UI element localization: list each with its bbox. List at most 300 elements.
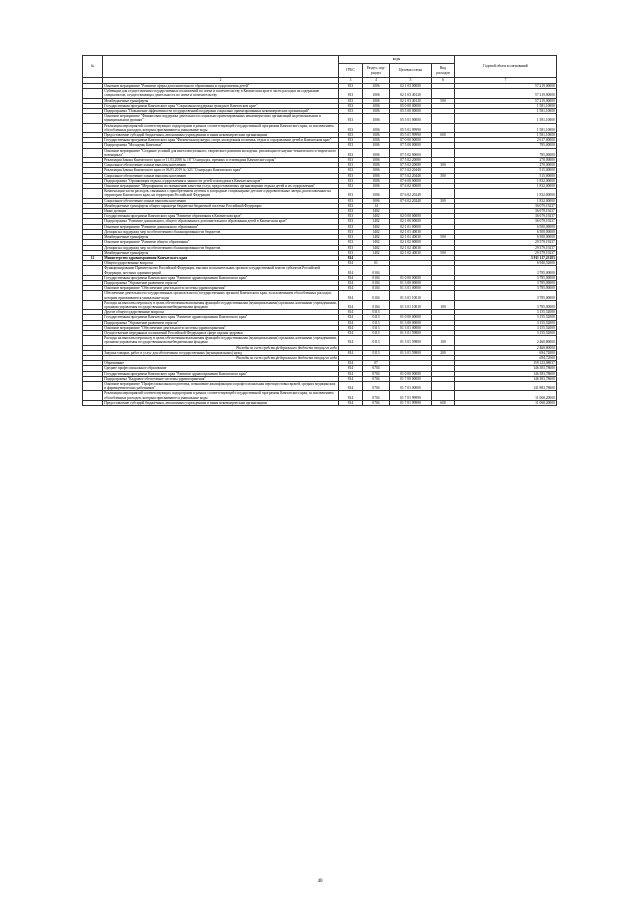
cell-target: 01 3 00 00000 bbox=[390, 280, 432, 285]
cell-section: 1402 bbox=[363, 250, 390, 255]
cell-target: 05 5 01 99990 bbox=[390, 133, 432, 138]
cell-name: Основное мероприятие "Обеспечение деятельности системы здравоохранения" bbox=[103, 325, 339, 330]
cell-grbs: 814 bbox=[339, 291, 363, 300]
header-target: Целевая статья bbox=[390, 64, 432, 78]
cell-name: Межбюджетные трансферты bbox=[103, 250, 339, 255]
cell-num bbox=[83, 266, 103, 275]
cell-amount: 1 581,10000 bbox=[455, 109, 557, 114]
cell-target: 01 0 00 00000 bbox=[390, 275, 432, 280]
cell-section: 1006 bbox=[363, 103, 390, 108]
cell-section: 1402 bbox=[363, 235, 390, 240]
cell-amount: 785,00000 bbox=[455, 143, 557, 148]
cell-grbs: 813 bbox=[339, 133, 363, 138]
cell-target: 01 3 01 10010 bbox=[390, 300, 432, 309]
cell-name: Расходы на выплаты персоналу в целях обеспечения выполнения функций государственными (муниципальными) органами, казенными учреждениями, органами управления государственными внебюджетными фондами bbox=[104, 336, 337, 345]
cell-grbs: 814 bbox=[339, 320, 363, 325]
cell-name: Субвенции для осуществления государственных полномочий по опеке и попечительству в Камчатском крае в части расходов на содержание специалистов, осуществляющих деятельность по опеке и попечительству bbox=[103, 89, 339, 98]
cell-section: 07 bbox=[363, 361, 390, 366]
cell-target: 01 7 00 00000 bbox=[390, 376, 432, 381]
cell-num bbox=[83, 391, 103, 400]
cell-name: Другие общегосударственные вопросы bbox=[103, 310, 339, 315]
budget-table bbox=[82, 55, 557, 406]
cell-target: 07 6 02 00000 bbox=[390, 184, 432, 189]
cell-name: Подпрограмма "Развитие дошкольного, общего образования и дополнительного образования детей в Камчатском крае" bbox=[103, 219, 339, 224]
cell-name: Министерство здравоохранения Камчатского края bbox=[103, 255, 339, 260]
cell-amount: 3 785,00000 bbox=[455, 275, 557, 280]
cell-amount: 3 785,00000 bbox=[455, 286, 557, 291]
cell-num bbox=[83, 300, 103, 309]
cell-grbs: 814 bbox=[339, 255, 363, 260]
cell-exptype: 500 bbox=[432, 98, 455, 103]
cell-target: 07 5 02 20440 bbox=[390, 173, 432, 178]
cell-amount: 515,00000 bbox=[455, 168, 557, 173]
cell-name: Подпрограмма "Молодежь Камчатки" bbox=[103, 143, 339, 148]
cell-name: Подпрограмма "Управление развитием отрасли" bbox=[103, 320, 339, 325]
cell-exptype bbox=[432, 114, 455, 123]
cell-amount: 1 581,10000 bbox=[455, 133, 557, 138]
header-num: № bbox=[83, 56, 103, 78]
cell-target: 01 0 00 00000 bbox=[390, 315, 432, 320]
cell-section: 0704 bbox=[363, 391, 390, 400]
cell-section: 0704 bbox=[363, 366, 390, 371]
cell-num bbox=[83, 291, 103, 300]
cell-num bbox=[83, 381, 103, 390]
cell-section: 1006 bbox=[363, 184, 390, 189]
cell-section: 0113 bbox=[363, 315, 390, 320]
col-num-2: 2 bbox=[103, 78, 339, 84]
cell-grbs: 813 bbox=[339, 114, 363, 123]
cell-grbs: 813 bbox=[339, 109, 363, 114]
cell-section: 0113 bbox=[363, 325, 390, 330]
cell-section: 1006 bbox=[363, 98, 390, 103]
cell-target: 02 1 01 00000 bbox=[390, 224, 432, 229]
cell-amount: 3 155,52000 bbox=[455, 310, 557, 315]
cell-section: 1006 bbox=[363, 148, 390, 157]
cell-section: 1006 bbox=[363, 178, 390, 183]
cell-section: 1402 bbox=[363, 240, 390, 245]
cell-grbs: 813 bbox=[339, 229, 363, 234]
cell-amount: 141 883,78600 bbox=[455, 381, 557, 390]
cell-section: 0704 bbox=[363, 371, 390, 376]
cell-target: 02 1 02 40030 bbox=[390, 245, 432, 250]
cell-amount: 1 832,00000 bbox=[455, 198, 557, 203]
cell-grbs: 814 bbox=[339, 361, 363, 366]
cell-section: 1006 bbox=[363, 163, 390, 168]
cell-name: Основное мероприятие "Развитие сферы дополнительного образования и оздоровления детей" bbox=[103, 84, 339, 89]
cell-exptype bbox=[432, 123, 455, 132]
cell-amount: 270,00000 bbox=[455, 163, 557, 168]
cell-amount: 11 068,20000 bbox=[455, 391, 557, 400]
cell-target: 05 5 01 00000 bbox=[390, 114, 432, 123]
cell-num bbox=[83, 400, 103, 405]
cell-section: 0104 bbox=[363, 286, 390, 291]
cell-grbs: 814 bbox=[339, 280, 363, 285]
cell-grbs: 813 bbox=[339, 250, 363, 255]
table-row bbox=[83, 336, 557, 345]
cell-amount: 694,72000 bbox=[455, 355, 557, 360]
cell-amount: 6 500,00000 bbox=[455, 224, 557, 229]
cell-name: Компенсация части расходов, связанных с приобретением путевок в загородные стационарные детские оздоровительные лагеря, расположенные на территории Камчатского края, на территории Российской Федерации bbox=[103, 189, 339, 198]
cell-name: Реализация Закона Камчатского края от 06.05.2019 № 323 "О наградах Камчатского края" bbox=[103, 168, 339, 173]
cell-grbs: 813 bbox=[339, 178, 363, 183]
table-row bbox=[83, 266, 557, 275]
cell-name: Подпрограмма "Организация отдыха, оздоровления и занятости детей и молодежи в Камчатском крае" bbox=[103, 178, 339, 183]
budget-table-body bbox=[83, 56, 557, 406]
cell-target: 02 1 00 00000 bbox=[390, 219, 432, 224]
cell-num bbox=[83, 336, 103, 345]
cell-num: 12 bbox=[83, 255, 103, 260]
cell-target: 01 0 00 00000 bbox=[390, 371, 432, 376]
cell-name: Государственная программа Камчатского края "Развитие здравоохранения Камчатского края" bbox=[103, 315, 339, 320]
cell-target: 01 3 00 00000 bbox=[390, 320, 432, 325]
cell-section: 1006 bbox=[363, 109, 390, 114]
cell-name: Государственная программа Камчатского края "Развитие здравоохранения Камчатского края" bbox=[103, 371, 339, 376]
cell-grbs: 813 bbox=[339, 184, 363, 189]
cell-grbs: 814 bbox=[339, 286, 363, 291]
cell-target: 05 0 00 00000 bbox=[390, 103, 432, 108]
cell-amount: 6 940,52000 bbox=[455, 261, 557, 266]
cell-exptype: 600 bbox=[432, 400, 455, 405]
cell-target: 01 7 01 00000 bbox=[390, 381, 432, 390]
cell-name: Реализация мероприятий соответствующих подпрограмм в рамках соответствующей государственной программы Камчатского края, за исключением обособленных расходов, которым присваиваются уникальные коды bbox=[103, 391, 339, 400]
cell-amount: 57 219,00000 bbox=[455, 89, 557, 98]
cell-grbs: 813 bbox=[339, 189, 363, 198]
cell-amount: 270,00000 bbox=[455, 158, 557, 163]
cell-num bbox=[83, 189, 103, 198]
cell-target: 07 6 02 20240 bbox=[390, 189, 432, 198]
cell-amount: 29 579,19237 bbox=[455, 240, 557, 245]
cell-amount: 36 079,19237 bbox=[455, 219, 557, 224]
cell-section: 0104 bbox=[363, 280, 390, 285]
table-row bbox=[83, 381, 557, 390]
cell-num bbox=[83, 114, 103, 123]
cell-section: 0113 bbox=[363, 336, 390, 345]
col-num-3: 3 bbox=[339, 78, 363, 84]
cell-section: 0113 bbox=[363, 350, 390, 355]
cell-section: 0104 bbox=[363, 266, 390, 275]
cell-amount: 6 500,00000 bbox=[455, 229, 557, 234]
cell-name: Дотации на поддержку мер по обеспечению сбалансированности бюджетов bbox=[103, 245, 339, 250]
cell-section: 01 bbox=[363, 261, 390, 266]
cell-target: 07 5 02 20080 bbox=[390, 158, 432, 163]
cell-amount: 3 155,52000 bbox=[455, 325, 557, 330]
cell-amount: 3 155,52000 bbox=[455, 315, 557, 320]
cell-grbs: 814 bbox=[339, 261, 363, 266]
cell-grbs: 813 bbox=[339, 84, 363, 89]
cell-name: Социальное обеспечение и иные выплаты населению bbox=[103, 173, 339, 178]
cell-target: 07 5 02 20080 bbox=[390, 163, 432, 168]
cell-name: Подпрограмма "Кадровое обеспечение системы здравоохранения" bbox=[103, 376, 339, 381]
cell-exptype: 200 bbox=[432, 350, 455, 355]
cell-target: 07 6 00 00000 bbox=[390, 178, 432, 183]
header-exptype: Вид расходов bbox=[432, 64, 455, 78]
cell-section: 1006 bbox=[363, 138, 390, 143]
cell-amount: 146 383,78600 bbox=[455, 376, 557, 381]
cell-num bbox=[83, 89, 103, 98]
cell-target: 02 1 02 40030 bbox=[390, 250, 432, 255]
cell-target: 07 5 00 00000 bbox=[390, 143, 432, 148]
cell-target: 07 0 00 00000 bbox=[390, 138, 432, 143]
table-row bbox=[83, 291, 557, 300]
cell-section: 1402 bbox=[363, 229, 390, 234]
cell-section: 0113 bbox=[363, 320, 390, 325]
cell-name: Основное мероприятие "Создание условий для интеллектуального, творческого развития молодежи, реализации ее научно-технического и творческого потенциала" bbox=[103, 148, 339, 157]
cell-exptype bbox=[432, 189, 455, 198]
cell-amount: 1 581,10000 bbox=[455, 123, 557, 132]
cell-name: Реализация Закона Камчатского края от 11.03.2008 № 18 "О наградах, премиях и стипендиях Камчатского края" bbox=[103, 158, 339, 163]
header-amount: Годовой объем ассигнований bbox=[455, 56, 557, 78]
cell-amount: 2 460,80000 bbox=[455, 336, 557, 345]
cell-amount: 1 581,10000 bbox=[455, 114, 557, 123]
cell-section: 1006 bbox=[363, 198, 390, 203]
cell-grbs: 813 bbox=[339, 158, 363, 163]
cell-target: 02 0 00 00000 bbox=[390, 214, 432, 219]
cell-amount: 3 155,52000 bbox=[455, 330, 557, 335]
cell-target: 02 1 03 40120 bbox=[390, 89, 432, 98]
cell-amount: 36 079,19237 bbox=[455, 209, 557, 214]
cell-name: Расходы за счет средств федерального бюджета текущего года bbox=[103, 345, 339, 350]
cell-section: 1006 bbox=[363, 114, 390, 123]
cell-target: 02 1 03 00000 bbox=[390, 84, 432, 89]
cell-exptype bbox=[432, 291, 455, 300]
header-section: Раздел, под-раздел bbox=[363, 64, 390, 78]
cell-grbs: 813 bbox=[339, 203, 363, 208]
cell-grbs: 814 bbox=[339, 330, 363, 335]
cell-amount: 11 068,20000 bbox=[455, 400, 557, 405]
cell-amount: 3 155,52000 bbox=[455, 320, 557, 325]
cell-name: Предоставление субсидий бюджетным, автономным учреждениям и иным некоммерческим организациям bbox=[103, 133, 339, 138]
cell-amount: 1 832,00000 bbox=[455, 189, 557, 198]
cell-amount: 2 460,80000 bbox=[455, 345, 557, 350]
cell-grbs: 813 bbox=[339, 245, 363, 250]
cell-grbs: 813 bbox=[339, 143, 363, 148]
cell-target: 07 5 02 00000 bbox=[390, 148, 432, 157]
cell-grbs: 813 bbox=[339, 173, 363, 178]
cell-exptype: 300 bbox=[432, 163, 455, 168]
col-num-4: 4 bbox=[363, 78, 390, 84]
cell-name: Основное мероприятие "Мероприятия по повышению качества услуг, предоставляемых организациями отдыха детей и их оздоровления" bbox=[103, 184, 339, 189]
cell-target: 01 7 01 99990 bbox=[390, 400, 432, 405]
cell-amount: 3 785,00000 bbox=[455, 280, 557, 285]
cell-name: Государственная программа Камчатского края "Физическая культура, спорт, молодежная политика, отдых и оздоровление детей в Камчатском крае" bbox=[103, 138, 339, 143]
cell-name: Межбюджетные трансферты bbox=[103, 98, 339, 103]
cell-grbs: 813 bbox=[339, 224, 363, 229]
cell-amount: 515,00000 bbox=[455, 173, 557, 178]
cell-section: 0113 bbox=[363, 330, 390, 335]
cell-amount: 6 500,00000 bbox=[455, 235, 557, 240]
cell-exptype: 500 bbox=[432, 250, 455, 255]
cell-name: Закупка товаров, работ и услуг для обеспечения государственных (муниципальных) нужд bbox=[103, 350, 339, 355]
cell-section: 1402 bbox=[363, 209, 390, 214]
cell-name: Государственная программа Камчатского края "Социальная поддержка граждан в Камчатском крае" bbox=[103, 103, 339, 108]
cell-exptype bbox=[432, 381, 455, 390]
cell-amount: 694,72000 bbox=[455, 350, 557, 355]
cell-grbs: 814 bbox=[339, 350, 363, 355]
cell-target: 01 3 01 59800 bbox=[390, 350, 432, 355]
cell-target: 01 3 01 10010 bbox=[390, 291, 432, 300]
cell-name: Предоставление субсидий бюджетным, автономным учреждениям и иным некоммерческим организациям bbox=[103, 400, 339, 405]
table-row bbox=[83, 189, 557, 198]
table-row bbox=[83, 114, 557, 123]
cell-target: 01 3 01 59800 bbox=[390, 330, 432, 335]
cell-section: 1006 bbox=[363, 173, 390, 178]
cell-section: 0104 bbox=[363, 291, 390, 300]
cell-grbs: 814 bbox=[339, 300, 363, 309]
cell-amount: 1 832,00000 bbox=[455, 184, 557, 189]
table-row bbox=[83, 400, 557, 405]
cell-target bbox=[390, 266, 432, 275]
cell-target: 05 5 00 00000 bbox=[390, 109, 432, 114]
cell-section: 1402 bbox=[363, 224, 390, 229]
cell-name: Социальное обеспечение и иные выплаты населению bbox=[103, 198, 339, 203]
cell-name: Подпрограмма "Повышение эффективности государственной поддержки социально ориентированных некоммерческих организаций" bbox=[103, 109, 339, 114]
header-codes: коды bbox=[339, 56, 455, 64]
cell-grbs: 813 bbox=[339, 148, 363, 157]
cell-target: 05 5 01 99990 bbox=[390, 123, 432, 132]
cell-name: Основное мероприятие "Финансовая поддержка деятельности социально ориентированных некоммерческих организаций на региональном и муниципальном уровнях" bbox=[103, 114, 339, 123]
cell-name: Иные дотации bbox=[103, 209, 339, 214]
cell-section: 14 bbox=[363, 203, 390, 208]
cell-grbs: 814 bbox=[339, 315, 363, 320]
cell-name: Образование bbox=[103, 361, 339, 366]
cell-grbs: 813 bbox=[339, 198, 363, 203]
header-name bbox=[103, 56, 339, 78]
cell-target: 02 1 01 40030 bbox=[390, 229, 432, 234]
cell-grbs: 813 bbox=[339, 219, 363, 224]
cell-amount: 146 383,78600 bbox=[455, 371, 557, 376]
cell-name: Основное мероприятие "Профессиональная подготовка, повышение квалификации и профессиональная переподготовка врачей, средних медицинских и фармацевтических работников" bbox=[103, 381, 339, 390]
cell-grbs: 813 bbox=[339, 163, 363, 168]
cell-exptype: 300 bbox=[432, 173, 455, 178]
cell-name: Межбюджетные трансферты bbox=[103, 235, 339, 240]
cell-num bbox=[83, 123, 103, 132]
cell-grbs: 813 bbox=[339, 235, 363, 240]
cell-name: Государственная программа Камчатского края "Развитие здравоохранения Камчатского края" bbox=[103, 275, 339, 280]
cell-exptype bbox=[432, 148, 455, 157]
cell-grbs: 813 bbox=[339, 98, 363, 103]
cell-target: 02 1 01 40030 bbox=[390, 235, 432, 240]
cell-exptype: 300 bbox=[432, 198, 455, 203]
cell-section: 1006 bbox=[363, 143, 390, 148]
cell-grbs: 814 bbox=[339, 266, 363, 275]
cell-exptype: 500 bbox=[432, 235, 455, 240]
cell-grbs: 814 bbox=[339, 366, 363, 371]
cell-name: Социальное обеспечение и иные выплаты населению bbox=[103, 163, 339, 168]
col-num-5: 5 bbox=[390, 78, 432, 84]
cell-grbs: 813 bbox=[339, 214, 363, 219]
cell-amount: 2 617,00000 bbox=[455, 138, 557, 143]
cell-name: Осуществление переданных полномочий Российской Федерации в сфере охраны здоровья bbox=[103, 330, 339, 335]
cell-section: 0104 bbox=[363, 275, 390, 280]
cell-name: Среднее профессиональное образование bbox=[103, 366, 339, 371]
cell-target: 02 1 03 40120 bbox=[390, 98, 432, 103]
cell-section: 1402 bbox=[363, 245, 390, 250]
cell-grbs: 813 bbox=[339, 209, 363, 214]
cell-name: Подпрограмма "Управление развитием отрасли" bbox=[103, 280, 339, 285]
cell-section: 1006 bbox=[363, 84, 390, 89]
cell-amount: 146 383,78600 bbox=[455, 366, 557, 371]
cell-grbs: 814 bbox=[339, 275, 363, 280]
cell-name: Обеспечение деятельности государственных органов власти (государственных органов) Камчатского края, за исключением обособленных расходов, которым присваиваются уникальные коды bbox=[103, 291, 339, 300]
cell-amount: 57 219,00000 bbox=[455, 98, 557, 103]
cell-amount: 3 785,00000 bbox=[455, 300, 557, 309]
cell-amount: 57 219,00000 bbox=[455, 84, 557, 89]
cell-name: Функционирование Правительства Российской Федерации, высших исполнительных органов государственной власти субъектов Российской Федерации, местных администраций bbox=[103, 266, 339, 275]
cell-section: 1006 bbox=[363, 158, 390, 163]
table-row bbox=[83, 89, 557, 98]
cell-section: 0704 bbox=[363, 376, 390, 381]
cell-grbs: 814 bbox=[339, 310, 363, 315]
cell-grbs: 813 bbox=[339, 240, 363, 245]
cell-amount: 3 785,00000 bbox=[455, 266, 557, 275]
cell-name: Расходы на выплаты персоналу в целях обеспечения выполнения функций государственными (муниципальными) органами, казенными учреждениями, органами управления государственными внебюджетными фондами bbox=[104, 300, 337, 309]
cell-section: 0704 bbox=[363, 381, 390, 390]
cell-section: 1006 bbox=[363, 133, 390, 138]
cell-section: 0704 bbox=[363, 400, 390, 405]
table-row bbox=[83, 148, 557, 157]
cell-target: 01 3 01 00000 bbox=[390, 325, 432, 330]
cell-amount: 159 123,08037 bbox=[455, 361, 557, 366]
cell-amount: 36 079,19237 bbox=[455, 214, 557, 219]
cell-amount: 3 785,00000 bbox=[455, 291, 557, 300]
cell-grbs: 814 bbox=[339, 371, 363, 376]
cell-section: 1006 bbox=[363, 123, 390, 132]
cell-target: 01 3 01 00000 bbox=[390, 286, 432, 291]
cell-amount: 29 579,19237 bbox=[455, 245, 557, 250]
cell-name: Реализация мероприятий соответствующих подпрограмм в рамках соответствующей государственной программы Камчатского края, за исключением обособленных расходов, которым присваиваются уникальные коды bbox=[103, 123, 339, 132]
cell-amount: 785,00000 bbox=[455, 148, 557, 157]
table-row bbox=[83, 123, 557, 132]
cell-name: Государственная программа Камчатского края "Развитие образования в Камчатском крае" bbox=[103, 214, 339, 219]
cell-exptype bbox=[432, 89, 455, 98]
cell-amount: 1 832,00000 bbox=[455, 178, 557, 183]
cell-grbs: 813 bbox=[339, 89, 363, 98]
cell-target: 07 5 02 20440 bbox=[390, 168, 432, 173]
cell-exptype: 100 bbox=[432, 336, 455, 345]
cell-target: 01 3 01 59800 bbox=[390, 336, 432, 345]
cell-exptype bbox=[432, 266, 455, 275]
cell-grbs: 814 bbox=[339, 325, 363, 330]
col-num-6: 6 bbox=[432, 78, 455, 84]
col-num-7: 7 bbox=[455, 78, 557, 84]
cell-exptype bbox=[432, 391, 455, 400]
cell-amount: 1 581,10000 bbox=[455, 103, 557, 108]
budget-table-sheet bbox=[82, 55, 556, 406]
page-number: 40 bbox=[317, 879, 323, 884]
cell-section: 0113 bbox=[363, 310, 390, 315]
cell-grbs: 814 bbox=[339, 400, 363, 405]
cell-amount: 5 911 117,23183 bbox=[455, 255, 557, 260]
cell-exptype: 600 bbox=[432, 133, 455, 138]
cell-grbs: 813 bbox=[339, 138, 363, 143]
cell-section: 1402 bbox=[363, 219, 390, 224]
header-grbs: ГРБС bbox=[339, 64, 363, 78]
cell-name: Основное мероприятие "Обеспечение деятельности системы здравоохранения" bbox=[103, 286, 339, 291]
cell-amount: 29 579,19237 bbox=[455, 250, 557, 255]
cell-section: 1006 bbox=[363, 89, 390, 98]
table-row bbox=[83, 391, 557, 400]
table-row bbox=[83, 300, 557, 309]
cell-num bbox=[83, 148, 103, 157]
cell-target: 02 1 02 00000 bbox=[390, 240, 432, 245]
cell-target: 01 7 01 99990 bbox=[390, 391, 432, 400]
cell-exptype: 100 bbox=[432, 300, 455, 309]
cell-grbs: 813 bbox=[339, 103, 363, 108]
cell-name: Общегосударственные вопросы bbox=[103, 261, 339, 266]
cell-section: 1006 bbox=[363, 168, 390, 173]
cell-grbs: 814 bbox=[339, 391, 363, 400]
cell-grbs: 814 bbox=[339, 336, 363, 345]
